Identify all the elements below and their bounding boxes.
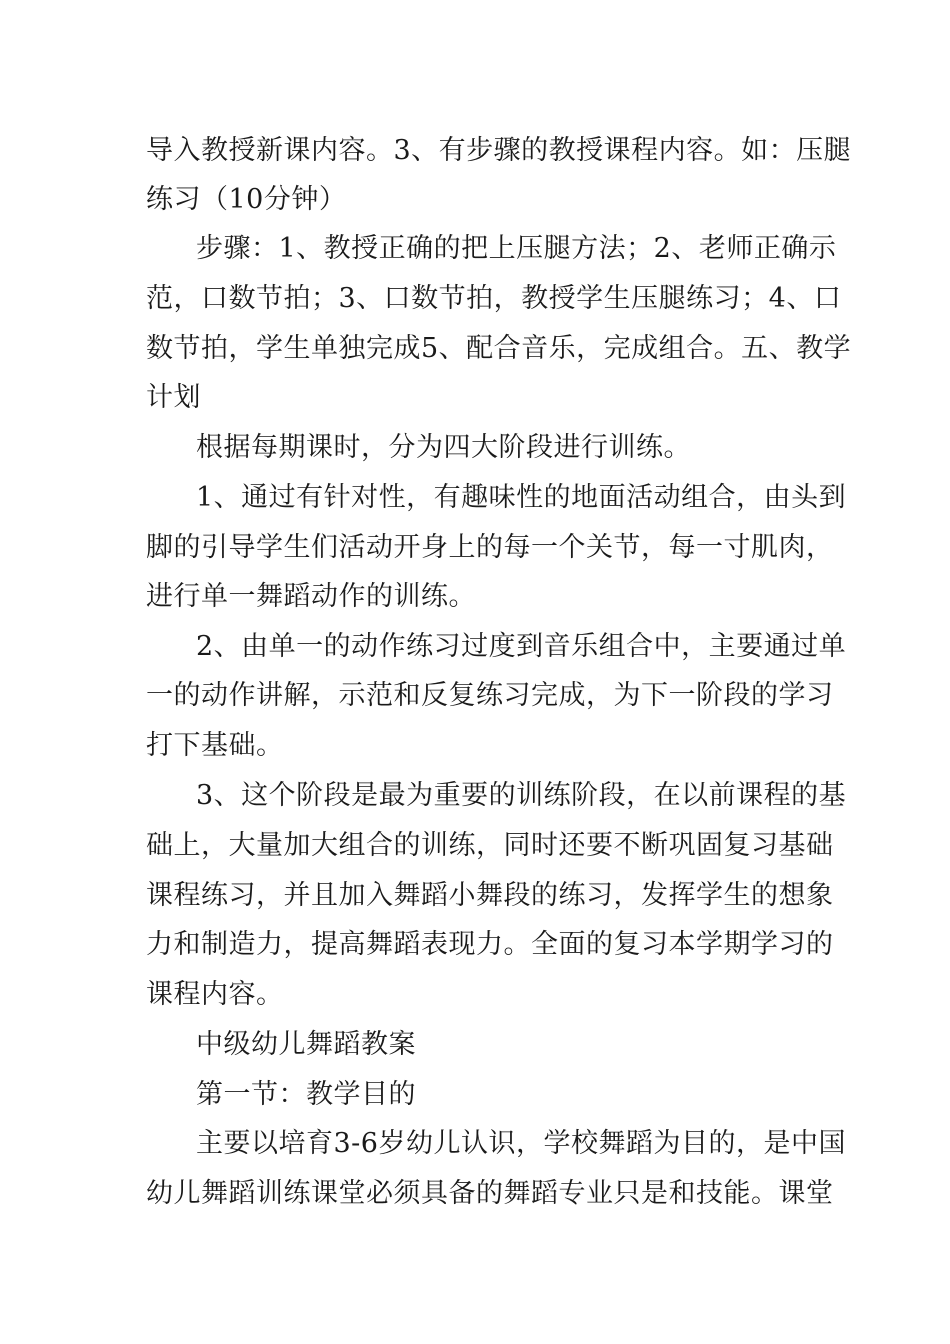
text-line: 1、通过有针对性，有趣味性的地面活动组合，由头到 bbox=[196, 482, 847, 513]
text-line: 范，口数节拍；3、口数节拍，教授学生压腿练习；4、口 bbox=[146, 283, 842, 314]
text-line: 课程内容。 bbox=[146, 979, 284, 1010]
text-line: 一的动作讲解，示范和反复练习完成，为下一阶段的学习 bbox=[146, 680, 834, 711]
text-line: 2、由单一的动作练习过度到音乐组合中，主要通过单 bbox=[196, 631, 847, 662]
text-line: 练习（10分钟） bbox=[146, 184, 347, 215]
text-line: 计划 bbox=[146, 382, 201, 413]
text-line: 步骤：1、教授正确的把上压腿方法；2、老师正确示 bbox=[196, 233, 837, 264]
section-heading: 中级幼儿舞蹈教案 bbox=[196, 1029, 416, 1060]
text-line: 3、这个阶段是最为重要的训练阶段，在以前课程的基 bbox=[196, 780, 847, 811]
text-line: 幼儿舞蹈训练课堂必须具备的舞蹈专业只是和技能。课堂 bbox=[146, 1178, 834, 1209]
text-line: 课程练习，并且加入舞蹈小舞段的练习，发挥学生的想象 bbox=[146, 880, 834, 911]
text-line: 主要以培育3-6岁幼儿认识，学校舞蹈为目的，是中国 bbox=[196, 1128, 846, 1159]
text-line: 根据每期课时，分为四大阶段进行训练。 bbox=[196, 432, 691, 463]
text-line: 础上，大量加大组合的训练，同时还要不断巩固复习基础 bbox=[146, 830, 834, 861]
text-line: 打下基础。 bbox=[146, 730, 284, 761]
text-line: 力和制造力，提高舞蹈表现力。全面的复习本学期学习的 bbox=[146, 929, 834, 960]
section-heading: 第一节：教学目的 bbox=[196, 1079, 416, 1110]
text-line: 数节拍，学生单独完成5、配合音乐，完成组合。五、教学 bbox=[146, 333, 852, 364]
text-line: 进行单一舞蹈动作的训练。 bbox=[146, 581, 476, 612]
text-line: 脚的引导学生们活动开身上的每一个关节，每一寸肌肉， bbox=[146, 532, 834, 563]
text-line: 导入教授新课内容。3、有步骤的教授课程内容。如：压腿 bbox=[146, 135, 852, 166]
